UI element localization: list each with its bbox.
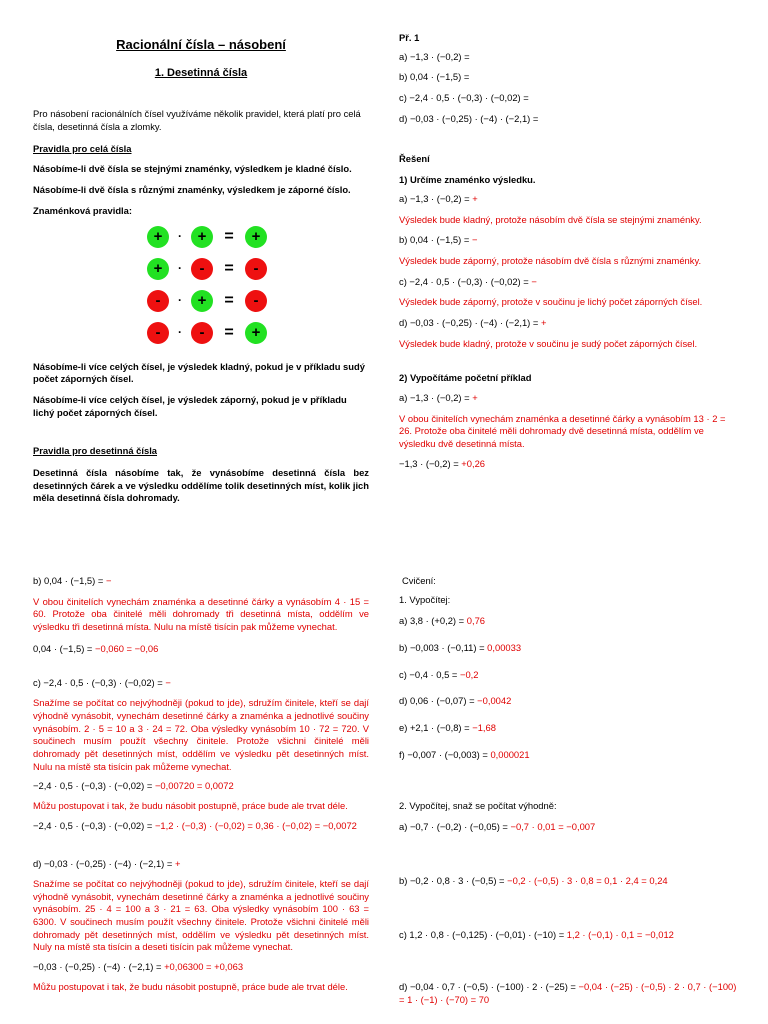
exercise1-item-lhs: a) 3,8 · (+0,2) = <box>399 615 467 627</box>
step2-item-a <box>399 392 739 405</box>
exercise1-item <box>399 615 739 628</box>
step2-heading: 2) Vypočítáme početní příklad <box>399 372 532 384</box>
rule-different-signs: Násobíme-li dvě čísla s různými znaménky, výsledkem je záporné číslo. <box>33 184 351 196</box>
exercise1-item-rhs: −0,2 <box>459 668 479 680</box>
left-column-top <box>33 36 369 505</box>
sign-circle-first: + <box>147 226 169 248</box>
page-title: Racionální čísla – násobení <box>116 37 286 52</box>
c-result-rhs: −0,00720 = 0,0072 <box>154 780 234 792</box>
sign-circle-result: - <box>245 290 267 312</box>
c-note: Snažíme se počítat co nejvýhodněji (pokud to jde), sdružím činitele, kteří se dají výhodně vynásobit, vynechám desetinné čárky a znaménka a jednotlivé součiny vynásobím. 2 · 5 = 10 a 3 · 24 = 72. Oba výsledky vynásobím 10 · 72 = 720. V součinech musím použít všechny činitele. Protože všichni činitelé měli dohromady pět desetinných míst, oddělím ve výsledku pět desetinných míst. Nulu na místě sta tisícin pak můžeme vynechat. <box>33 697 369 772</box>
sign-circle-second: + <box>191 290 213 312</box>
b-expression <box>33 575 369 588</box>
rule-even-negatives: Násobíme-li více celých čísel, je výsledek kladný, pokud je v příkladu sudý počet záporných čísel. <box>33 360 365 385</box>
step1-item-c-expr: c) −2,4 · 0,5 · (−0,3) · (−0,02) = <box>399 275 532 287</box>
d-expr: d) −0,03 · (−0,25) · (−4) · (−2,1) = <box>33 858 175 870</box>
exercise1-item-rhs: 0,76 <box>466 615 485 627</box>
step2-item-a-note: V obou činitelích vynechám znaménka a desetinné čárky a vynásobím 13 · 2 = 26. Protože oba činitelé měli dohromady dvě desetinná místa, oddělím ve výsledku dvě desetinná místa. <box>399 412 726 450</box>
step1-item-d-expr: d) −0,03 · (−0,25) · (−4) · (−2,1) = <box>399 316 541 328</box>
b-sign: − <box>105 575 112 586</box>
d-result-rhs: +0,06300 = +0,063 <box>164 961 244 973</box>
exercise1-item <box>399 642 739 655</box>
step2-result-rhs: +0,26 <box>461 457 486 469</box>
sign-circle-first: - <box>147 290 169 312</box>
multiply-dot: · <box>178 229 182 244</box>
d-note-2: Můžu postupovat i tak, že budu násobit postupně, práce bude ale trvat déle. <box>33 980 348 992</box>
multiply-dot: · <box>178 261 182 276</box>
exercise1-list <box>399 615 739 761</box>
rule-odd-negatives: Násobíme-li více celých čísel, je výsledek záporný, pokud je v příkladu lichý počet záporných čísel. <box>33 393 347 418</box>
exercise2-item-a-lhs: a) −0,7 · (−0,2) · (−0,05) = <box>399 821 511 833</box>
step1-item-b-sign: − <box>471 234 478 246</box>
exercise2-item-a-rhs: −0,7 · 0,01 = −0,007 <box>510 821 596 833</box>
step1-item-a-sign: + <box>472 192 478 204</box>
c-result-2 <box>33 820 369 833</box>
multiply-dot: · <box>178 293 182 308</box>
exercise2-item-d-lhs: d) −0,04 · 0,7 · (−0,5) · (−100) · 2 · (−25) = <box>399 981 579 993</box>
c-result <box>33 780 369 793</box>
sign-circle-second: - <box>191 322 213 344</box>
multiply-dot: · <box>178 325 182 340</box>
exercise2-item-b <box>399 875 739 888</box>
c-result2-rhs: −1,2 · (−0,3) · (−0,02) = 0,36 · (−0,02) = −0,0072 <box>154 819 357 831</box>
exercise2-label: 2. Vypočítej, snaž se počítat výhodně: <box>399 799 557 811</box>
exercise1-item-rhs: −1,68 <box>472 722 496 734</box>
step2-item-a-sign: + <box>472 392 478 403</box>
sign-circle-second: + <box>191 226 213 248</box>
sign-circle-result: + <box>245 226 267 248</box>
exercise-heading: Cvičení: <box>402 575 436 586</box>
step1-item-b-expr: b) 0,04 · (−1,5) = <box>399 234 472 246</box>
b-result-rhs: −0,060 = −0,06 <box>95 642 159 654</box>
step1-item-b <box>399 234 739 247</box>
right-column-bottom <box>399 575 739 1007</box>
d-result-lhs: −0,03 · (−0,25) · (−4) · (−2,1) = <box>33 961 165 973</box>
exercise1-item-rhs: 0,000021 <box>490 748 530 760</box>
step1-item-a-note: Výsledek bude kladný, protože násobím dvě čísla se stejnými znaménky. <box>399 213 702 225</box>
sign-circle-second: - <box>191 258 213 280</box>
example-label: Př. 1 <box>399 32 420 43</box>
decimal-rule-text: Desetinná čísla násobíme tak, že vynásobíme desetinná čísla bez desetinných čárek a ve výsledku oddělíme tolik desetinných míst, kolik jich měla desetinná čísla dohromady. <box>33 466 369 504</box>
exercise2-item-c-rhs: 1,2 · (−0,1) · 0,1 = −0,012 <box>566 928 674 940</box>
sign-rule-row <box>147 285 369 317</box>
sign-circle-result: + <box>245 322 267 344</box>
c-expression <box>33 677 369 690</box>
b-result-lhs: 0,04 · (−1,5) = <box>33 642 96 654</box>
exercise2-item-c <box>399 929 739 942</box>
sign-circle-first: - <box>147 322 169 344</box>
exercise1-item-rhs: −0,0042 <box>477 695 512 707</box>
d-sign: + <box>175 858 181 870</box>
step1-item-d-sign: + <box>541 316 547 328</box>
decimal-numbers-heading: Pravidla pro desetinná čísla <box>33 445 158 457</box>
sign-rules-table <box>147 221 369 349</box>
b-expr: b) 0,04 · (−1,5) = <box>33 575 106 586</box>
exercise1-item-lhs: e) +2,1 · (−0,8) = <box>399 722 473 734</box>
sign-rule-row <box>147 253 369 285</box>
step2-item-a-result <box>399 458 739 471</box>
d-expression <box>33 858 369 871</box>
step1-heading: 1) Určíme znaménko výsledku. <box>399 174 536 186</box>
exercise1-item-lhs: f) −0,007 · (−0,003) = <box>399 748 491 760</box>
exercise2-item-c-lhs: c) 1,2 · 0,8 · (−0,125) · (−0,01) · (−10) = <box>399 928 567 940</box>
c-result-lhs: −2,4 · 0,5 · (−0,3) · (−0,02) = <box>33 780 155 792</box>
step1-item-d-note: Výsledek bude kladný, protože v součinu je sudý počet záporných čísel. <box>399 337 698 349</box>
sign-rules-label: Znaménková pravidla: <box>33 204 132 216</box>
sign-rule-row <box>147 221 369 253</box>
equals-sign: = <box>224 227 234 245</box>
exercise1-item-lhs: c) −0,4 · 0,5 = <box>399 668 460 680</box>
c-result2-lhs: −2,4 · 0,5 · (−0,3) · (−0,02) = <box>33 819 155 831</box>
example-item-c: c) −2,4 · 0,5 · (−0,3) · (−0,02) = <box>399 92 529 104</box>
solution-label: Řešení <box>399 153 430 165</box>
c-note-2: Můžu postupovat i tak, že budu násobit postupně, práce bude ale trvat déle. <box>33 799 348 811</box>
exercise2-item-b-lhs: b) −0,2 · 0,8 · 3 · (−0,5) = <box>399 874 508 886</box>
exercise1-label: 1. Vypočítej: <box>399 593 451 605</box>
sign-circle-result: - <box>245 258 267 280</box>
exercise2-item-d-rhs: −0,04 · (−25) · (−0,5) · 2 · 0,7 · (−100) = 1 · (−1) · (−70) = 70 <box>399 981 737 1005</box>
step2-result-lhs: −1,3 · (−0,2) = <box>399 457 462 469</box>
sign-rule-row <box>147 317 369 349</box>
example-item-a: a) −1,3 · (−0,2) = <box>399 50 470 62</box>
step1-item-c-note: Výsledek bude záporný, protože v součinu je lichý počet záporných čísel. <box>399 296 703 308</box>
example-item-b: b) 0,04 · (−1,5) = <box>399 71 470 83</box>
equals-sign: = <box>224 259 234 277</box>
intro-text: Pro násobení racionálních čísel využíváme několik pravidel, která platí pro celá čísla, desetinná čísla a zlomky. <box>33 108 361 133</box>
step1-item-d <box>399 317 739 330</box>
exercise2-item-a <box>399 821 739 834</box>
exercise1-item <box>399 669 739 682</box>
d-note: Snažíme se počítat co nejvýhodněji (pokud to jde), sdružím činitele, kteří se dají výhodně vynásobit, vynechám desetinné čárky a znaménka a jednotlivé součiny vynásobím. 25 · 4 = 100 a 3 · 21 = 63. Oba výsledky vynásobím 100 · 63 = 6300. V součinech musím použít všechny činitele. Protože všichni činitelé měli dohromady pět desetinných míst, oddělím ve výsledku pět desetinných míst. Nuly na místě sta tisícin a deseti tisícin pak můžeme vynechat. <box>33 878 369 953</box>
exercise1-item-lhs: b) −0,003 · (−0,11) = <box>399 642 488 654</box>
b-result <box>33 643 369 656</box>
exercise2-item-b-rhs: −0,2 · (−0,5) · 3 · 0,8 = 0,1 · 2,4 = 0,24 <box>507 874 668 886</box>
rule-same-signs: Násobíme-li dvě čísla se stejnými znaménky, výsledkem je kladné číslo. <box>33 163 352 175</box>
step2-item-a-expr: a) −1,3 · (−0,2) = <box>399 392 473 403</box>
exercise1-item-lhs: d) 0,06 · (−0,07) = <box>399 695 478 707</box>
sign-circle-first: + <box>147 258 169 280</box>
section-subtitle: 1. Desetinná čísla <box>154 66 248 79</box>
exercise1-item-rhs: 0,00033 <box>487 642 522 654</box>
c-sign: − <box>165 677 171 689</box>
equals-sign: = <box>224 291 234 309</box>
whole-numbers-heading: Pravidla pro celá čísla <box>33 142 132 154</box>
exercise1-item <box>399 722 739 735</box>
exercise1-item <box>399 749 739 762</box>
example-item-d: d) −0,03 · (−0,25) · (−4) · (−2,1) = <box>399 112 539 124</box>
b-note: V obou činitelích vynechám znaménka a desetinné čárky a vynásobím 4 · 15 = 60. Protože oba činitelé měli dohromady tři desetinná místa, oddělím ve výsledku tři desetinná místa. Nulu na místě tisícin pak můžeme vynechat. <box>33 595 369 633</box>
step1-item-a-expr: a) −1,3 · (−0,2) = <box>399 192 473 204</box>
step1-item-b-note: Výsledek bude záporný, protože násobím dvě čísla s různými znaménky. <box>399 254 702 266</box>
exercise2-item-d <box>399 981 739 1006</box>
d-result <box>33 961 369 974</box>
step1-item-a <box>399 193 739 206</box>
step1-item-c-sign: − <box>531 275 537 287</box>
step1-item-c <box>399 276 739 289</box>
equals-sign: = <box>224 323 234 341</box>
right-column-top <box>399 32 739 470</box>
c-expr: c) −2,4 · 0,5 · (−0,3) · (−0,02) = <box>33 677 166 689</box>
exercise1-item <box>399 695 739 708</box>
left-column-bottom <box>33 575 369 994</box>
